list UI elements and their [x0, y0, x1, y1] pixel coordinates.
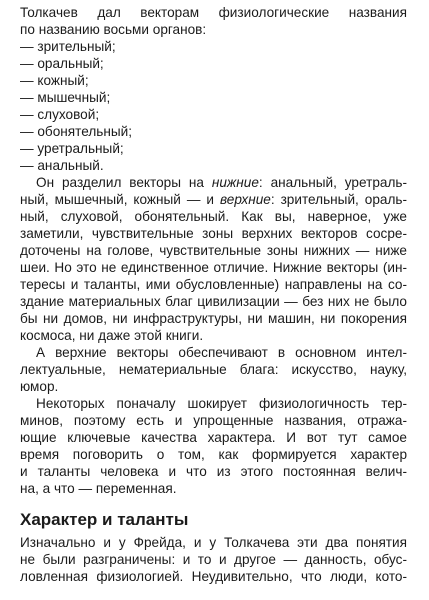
paragraph-1-line-1 [36, 174, 407, 191]
emphasis-nizhnie: нижние [211, 175, 259, 190]
paragraph-2-line: А верхние векторы обеспечивают в основном интел- [36, 345, 407, 360]
paragraph-3-line: ющие ключевые качества характера. И вот тут самое [20, 430, 407, 445]
organ-list-item: — оральный; [20, 56, 104, 71]
paragraph-1-line-2 [20, 191, 407, 208]
paragraph-1-line: тересы и таланты, ими обусловленные) направлены на со- [20, 277, 407, 292]
paragraph-1-line: космоса, ни даже этой книги. [20, 328, 204, 343]
paragraph-3-line: и таланты человека и что из этого постоянная велич- [20, 464, 407, 479]
paragraph-3-line: время поговорить о том, как формируется характер [20, 447, 407, 462]
paragraph-2-line: юмор. [20, 379, 59, 394]
section-heading: Характер и таланты [20, 510, 189, 529]
intro-line-2: по названию восьми органов: [20, 22, 207, 37]
text-run: : зрительный, ораль- [270, 192, 407, 207]
paragraph-3-line: на, а что — переменная. [20, 481, 177, 496]
paragraph-4-line: не были разграничены: и то и другое — данность, обус- [20, 552, 407, 567]
text-run: ный, мышечный, кожный — и [20, 192, 220, 207]
paragraph-1-line: бы ни домов, ни инфраструктуры, ни машин, ни покорения [20, 311, 407, 326]
organ-list-item: — обонятельный; [20, 124, 132, 139]
text-run: : анальный, уретраль- [258, 175, 407, 190]
paragraph-1-line: здание материальных благ цивилизации — без них не было [20, 294, 407, 309]
paragraph-3-line: Некоторых поначалу шокирует физиологичность тер- [36, 396, 407, 411]
paragraph-1-line: шеи. Но это не единственное отличие. Нижние векторы (ин- [20, 260, 407, 275]
paragraph-1-line: ный, слуховой, обонятельный. Как вы, наверное, уже [20, 209, 407, 224]
organ-list-item: — мышечный; [20, 90, 111, 105]
organ-list-item: — анальный. [20, 158, 104, 173]
organ-list-item: — зрительный; [20, 39, 116, 54]
paragraph-4-line: ловленная физиологией. Неудивительно, что люди, кото- [20, 569, 407, 584]
organ-list-item: — слуховой; [20, 107, 100, 122]
emphasis-verkhnie: верхние [219, 192, 271, 207]
paragraph-4-line: Изначально и у Фрейда, и у Толкачева эти два понятия [20, 535, 407, 550]
intro-line-1: Толкачев дал векторам физиологические названия [20, 5, 407, 20]
text-run: Он разделил векторы на [36, 175, 212, 190]
paragraph-2-line: лектуальные, нематериальные блага: искусство, науку, [20, 362, 407, 377]
paragraph-1-line: заметили, чувствительные зоны верхних векторов сосре- [20, 226, 407, 241]
paragraph-3-line: минов, поэтому есть и упрощенные названия, отража- [20, 413, 407, 428]
organ-list-item: — кожный; [20, 73, 89, 88]
paragraph-1-line: доточены на голове, чувствительные зоны нижних — ниже [20, 243, 407, 258]
organ-list-item: — уретральный; [20, 141, 124, 156]
